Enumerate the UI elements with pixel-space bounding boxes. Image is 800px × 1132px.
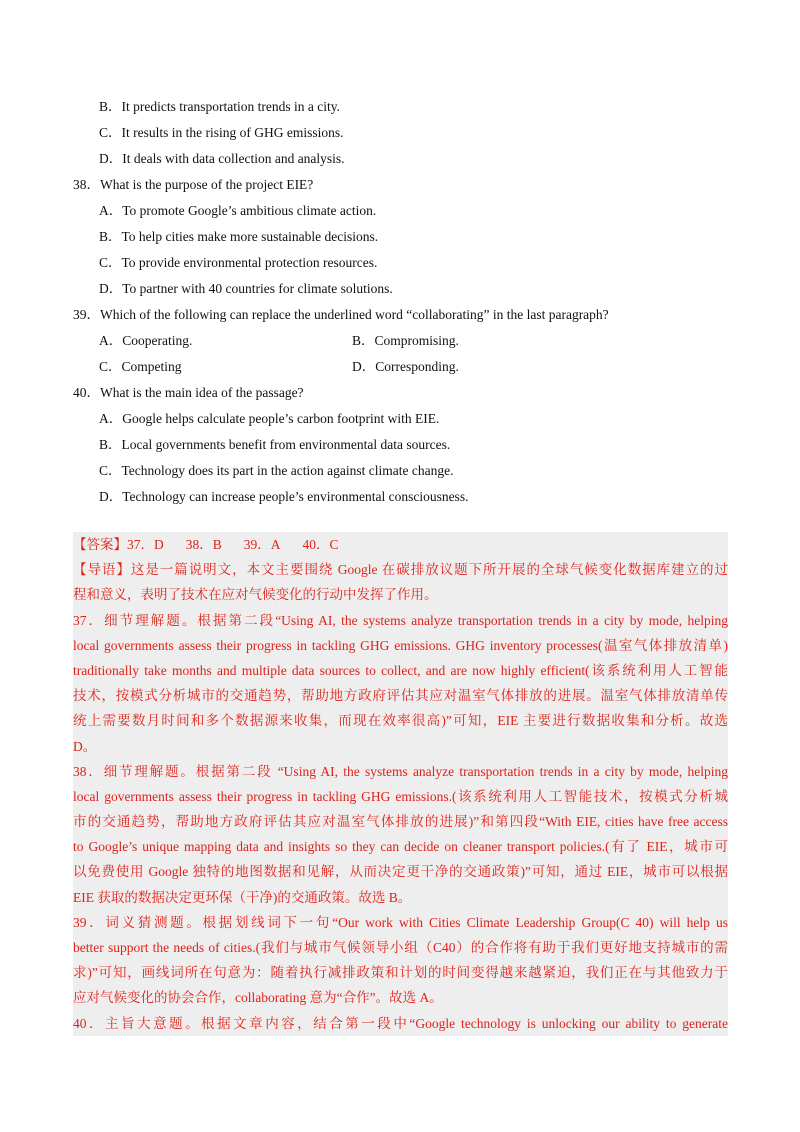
explanation-line: 以免费使用 Google 独特的地图数据和见解，从而决定更干净的交通政策)”可知，通过 EIE，城市可以根据 [73,864,728,880]
explanation-line: better support the needs of cities.(我们与城市气候领导小组（C40）的合作将有助于我们更好地支持城市的需 [73,940,728,955]
q40-option-c: C．Technology does its part in the action against climate change. [99,463,454,478]
answer-explanation-block [73,532,728,1036]
q38-option-b: B．To help cities make more sustainable decisions. [99,229,379,244]
explanation-line: 40．主旨大意题。根据文章内容，结合第一段中“Google technology is unlocking our ability to generate [73,1015,728,1031]
explanation-line: local governments assess their progress in tackling GHG emissions. GHG inventory processes(温室气体排放清单) [73,637,728,653]
q40-option-d: D．Technology can increase people’s environmental consciousness. [99,489,469,504]
q40-option-a: A．Google helps calculate people’s carbon footprint with EIE. [99,411,440,426]
q37-option-c: C．It results in the rising of GHG emissions. [99,125,344,140]
answer-item: 39．A [243,537,281,552]
answer-label: 【答案】 [73,537,127,552]
q39-options-row-1 [73,328,733,354]
explanation-line: 38．细节理解题。根据第二段 “Using AI, the systems analyze transportation trends in a city by mode, helping [73,763,728,779]
q39-option-d: D．Corresponding. [352,359,459,374]
answer-item: 38．B [185,537,222,552]
q38-option-c: C．To provide environmental protection resources. [99,255,378,270]
explanation-line: 求)”可知，画线词所在句意为：随着执行减排政策和计划的时间变得越来越紧迫，我们正在与其他致力于 [73,965,728,981]
answer-item: 40．C [302,537,339,552]
q40-stem: 40．What is the main idea of the passage? [73,385,304,400]
explanation-line: 【导语】这是一篇说明文，本文主要围绕 Google 在碳排放议题下所开展的全球气候变化数据库建立的过 [73,562,728,578]
q39-option-a: A．Cooperating. [99,333,193,348]
explanation-line: 程和意义，表明了技术在应对气候变化的行动中发挥了作用。 [73,587,438,603]
explanation-line: 技术，按模式分析城市的交通趋势，帮助地方政府评估其应对温室气体排放的进展。温室气体排放清单传 [73,688,728,704]
explanation-line: 39．词义猜测题。根据划线词下一句“Our work with Cities Climate Leadership Group(C 40) will help us [73,914,728,930]
explanation-line: traditionally take months and multiple data sources to collect, and are now highly efficient(该系统利用人工智能 [73,662,728,678]
q38-option-d: D．To partner with 40 countries for climate solutions. [99,281,393,296]
q39-option-c: C．Competing [99,359,182,374]
q39-stem: 39．Which of the following can replace the underlined word “collaborating” in the last paragraph? [73,307,609,322]
explanation-line: local governments assess their progress in tackling GHG emissions.(该系统利用人工智能技术，按模式分析城 [73,788,728,804]
explanation-line: to Google’s unique mapping data and insights so they can decide on cleaner transport policies.(有了 EIE，城市可 [73,839,728,855]
q40-option-b: B．Local governments benefit from environmental data sources. [99,437,451,452]
q37-option-b: B．It predicts transportation trends in a city. [99,99,340,114]
question-block [73,94,733,510]
explanation-line: EIE 获取的数据决定更环保（干净)的交通政策。故选 B。 [73,889,412,905]
q39-options-row-2 [73,354,733,380]
q38-option-a: A．To promote Google’s ambitious climate action. [99,203,377,218]
explanation-line: D。 [73,738,97,754]
q39-option-b: B．Compromising. [352,333,459,348]
explanation-line: 市的交通趋势，帮助地方政府评估其应对温室气体排放的进展)”和第四段“With EIE, cities have free access [73,814,728,830]
explanation-line: 37．细节理解题。根据第二段“Using AI, the systems analyze transportation trends in a city by mode, helping [73,612,728,628]
answer-item: 37．D [127,537,164,552]
explanation-line: 统上需要数月时间和多个数据源来收集，而现在效率很高)”可知，EIE 主要进行数据收集和分析。故选 [73,713,728,729]
q37-option-d: D．It deals with data collection and analysis. [99,151,345,166]
answer-key-line [73,532,728,557]
explanation-line: 应对气候变化的协会合作，collaborating 意为“合作”。故选 A。 [73,990,443,1006]
q38-stem: 38．What is the purpose of the project EIE? [73,177,314,192]
